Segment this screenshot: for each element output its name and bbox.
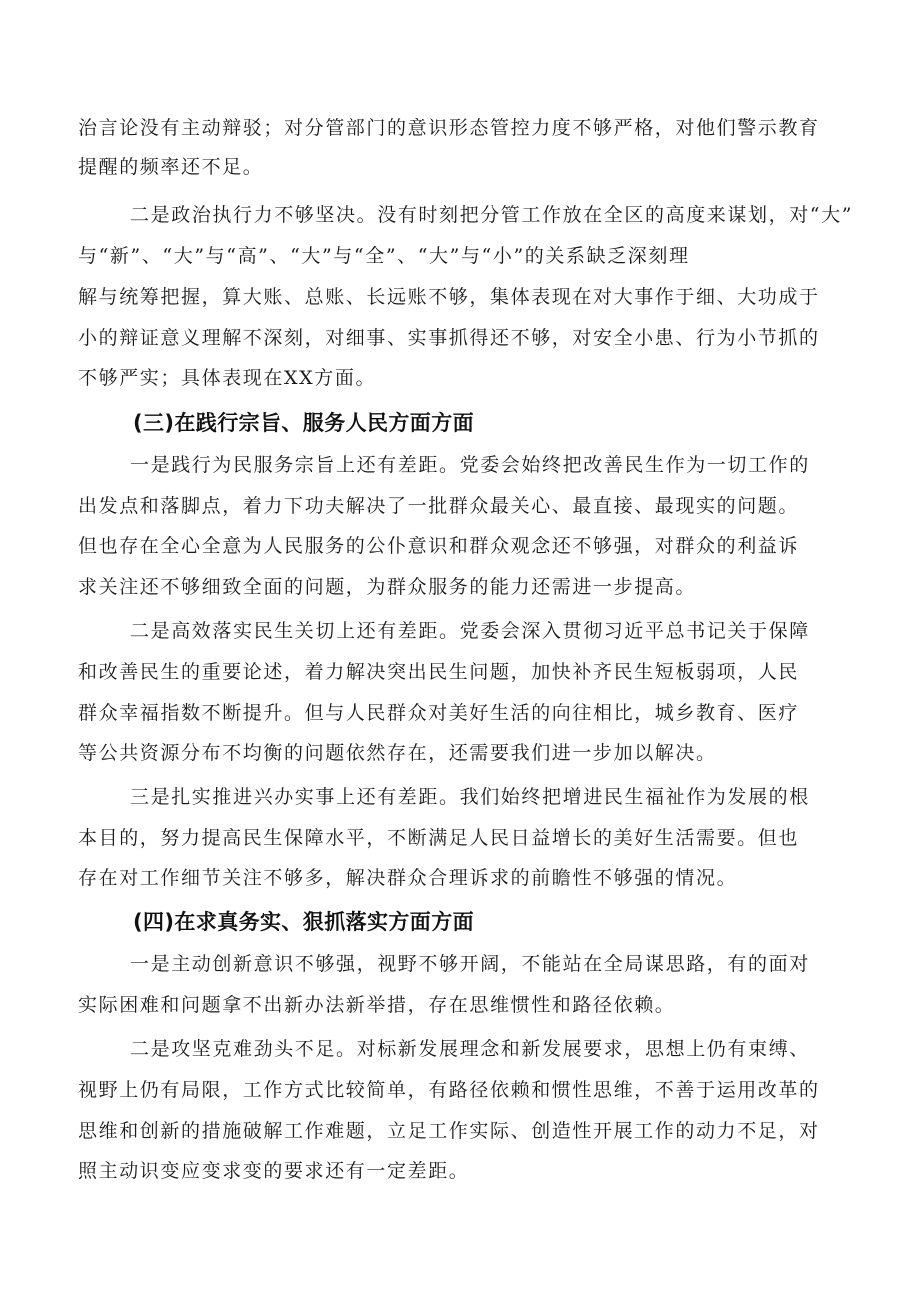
text-line: 等公共资源分布不均衡的问题依然存在，还需要我们进一步加以解决。 — [78, 742, 717, 764]
text-line: 本目的，努力提高民生保障水平，不断满足人民日益增长的美好生活需要。但也 — [78, 827, 800, 849]
text-line: 二是政治执行力不够坚决。没有时刻把分管工作放在全区的高度来谋划，对“大” — [130, 204, 854, 226]
text-line: 和改善民生的重要论述，着力解决突出民生问题，加快补齐民生短板弱项，人民 — [78, 661, 800, 683]
text-line: 二是高效落实民生关切上还有差距。党委会深入贯彻习近平总书记关于保障 — [130, 620, 810, 642]
text-line: 与“新”、“大”与“高”、“大”与“全”、“大”与“小”的关系缺乏深刻理 — [78, 245, 690, 267]
text-line: 群众幸福指数不断提升。但与人民群众对美好生活的向往相比，城乡教育、医疗 — [78, 702, 800, 724]
text-line: 视野上仍有局限，工作方式比较简单，有路径依赖和惯性思维，不善于运用改革的 — [78, 1079, 820, 1101]
section-heading-4: (四)在求真务实、狠抓落实方面方面 — [133, 910, 474, 934]
text-line: 出发点和落脚点，着力下功夫解决了一批群众最关心、最直接、最现实的问题。 — [78, 495, 800, 517]
text-line: 一是践行为民服务宗旨上还有差距。党委会始终把改善民生作为一切工作的 — [130, 454, 810, 476]
text-line: 三是扎实推进兴办实事上还有差距。我们始终把增进民生福祉作为发展的根 — [130, 786, 810, 808]
text-line: 但也存在全心全意为人民服务的公仆意识和群众观念还不够强，对群众的利益诉 — [78, 535, 800, 557]
text-line: 思维和创新的措施破解工作难题，立足工作实际、创造性开展工作的动力不足，对 — [78, 1120, 820, 1142]
text-line: 解与统筹把握，算大账、总账、长远账不够，集体表现在对大事作于细、大功成于 — [78, 286, 820, 308]
text-line: 存在对工作细节关注不够多，解决群众合理诉求的前瞻性不够强的情况。 — [78, 867, 738, 889]
text-line: 不够严实；具体表现在XX方面。 — [78, 367, 377, 389]
text-line: 求关注还不够细致全面的问题，为群众服务的能力还需进一步提高。 — [78, 576, 697, 598]
text-line: 小的辩证意义理解不深刻，对细事、实事抓得还不够，对安全小患、行为小节抓的 — [78, 327, 820, 349]
text-line: 一是主动创新意识不够强，视野不够开阔，不能站在全局谋思路，有的面对 — [130, 953, 810, 975]
text-line: 治言论没有主动辩驳；对分管部门的意识形态管控力度不够严格，对他们警示教育 — [78, 117, 820, 139]
section-heading-3: (三)在践行宗旨、服务人民方面方面 — [133, 411, 474, 435]
text-line: 提醒的频率还不足。 — [78, 156, 264, 178]
text-line: 二是攻坚克难劲头不足。对标新发展理念和新发展要求，思想上仍有束缚、 — [130, 1038, 810, 1060]
text-line: 实际困难和问题拿不出新办法新举措，存在思维惯性和路径依赖。 — [78, 994, 676, 1016]
text-line: 照主动识变应变求变的要求还有一定差距。 — [78, 1160, 470, 1182]
